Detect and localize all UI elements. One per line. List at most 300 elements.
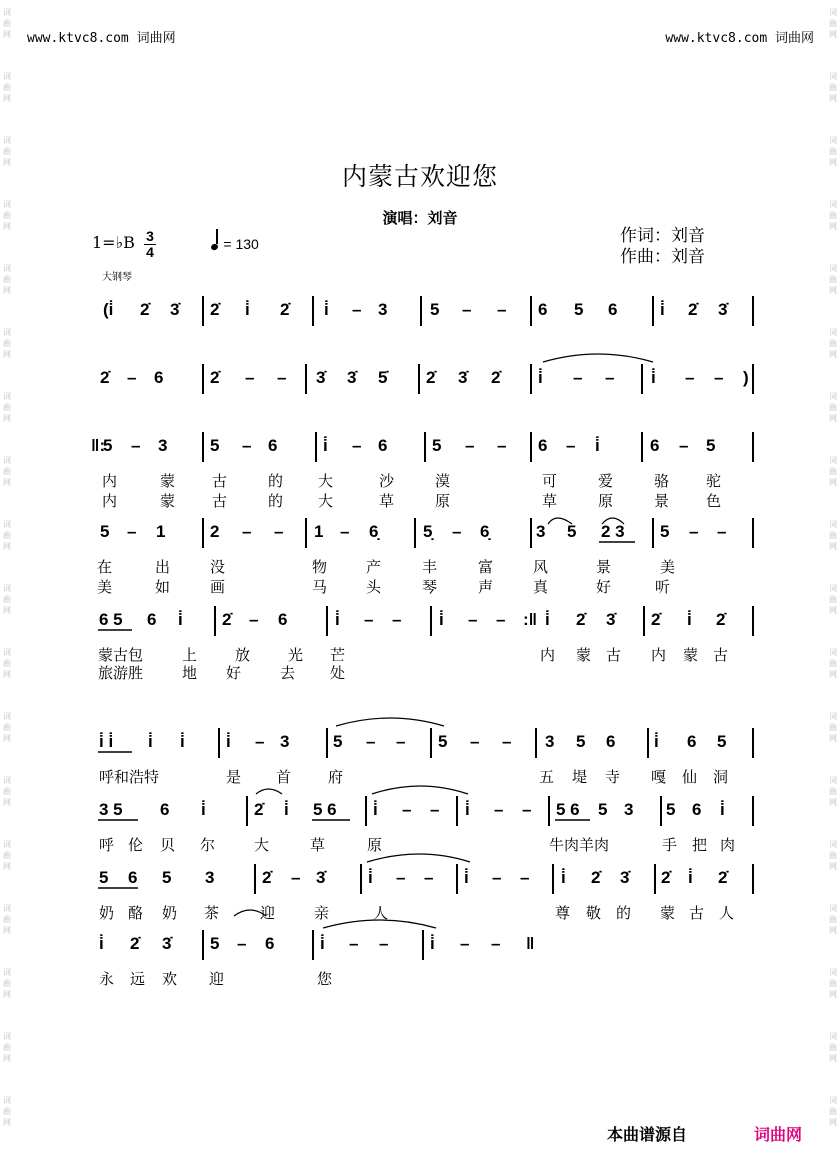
note: 2̇ [718, 868, 728, 887]
note: – [127, 522, 137, 541]
lyric: 古 [713, 647, 729, 664]
barline [420, 296, 422, 326]
note: – [714, 368, 724, 387]
watermark-char: 网 [3, 30, 11, 39]
note: 5 [574, 300, 584, 319]
note: 6 [606, 732, 616, 751]
note: 2 [210, 522, 220, 541]
note: 2̇ [661, 868, 671, 887]
lyric: 景 [596, 559, 612, 576]
note: 5̣ [423, 522, 433, 541]
note: i̇ [324, 300, 329, 319]
note: i̇ [651, 368, 656, 387]
lyric: 地 [182, 665, 198, 682]
lyric: 五 [539, 769, 555, 786]
barline [305, 364, 307, 394]
lyric: 声 [478, 579, 494, 596]
note: – [131, 436, 141, 455]
watermark-char: 词 [3, 584, 11, 593]
barline [752, 864, 754, 894]
site-link-right[interactable]: www.ktvc8.com 词曲网 [665, 31, 814, 46]
lyric: 旅游胜 [98, 665, 144, 682]
watermark-char: 网 [829, 1054, 837, 1063]
note: 6̣ [480, 522, 490, 541]
lyric: 欢 [162, 971, 178, 988]
time-denominator: 4 [146, 244, 154, 260]
watermark-char: 词 [3, 264, 11, 273]
note: 6 [692, 800, 702, 819]
note: – [522, 800, 532, 819]
note: 3̇ [606, 610, 616, 629]
note: – [452, 522, 462, 541]
barline [548, 796, 550, 826]
lyric: 大 [318, 473, 334, 490]
barline [202, 296, 204, 326]
lyric: 洞 [713, 769, 729, 786]
barline [552, 864, 554, 894]
note: 3 [158, 436, 168, 455]
watermark-char: 曲 [829, 1043, 837, 1052]
note: – [291, 868, 301, 887]
lyric: 出 [155, 559, 171, 576]
watermark-char: 网 [3, 862, 11, 871]
watermark-char: 网 [3, 1054, 11, 1063]
note: 6 [160, 800, 170, 819]
lyric: 奶 [162, 905, 178, 922]
note: i̇ [99, 934, 104, 953]
watermark-char: 词 [3, 712, 11, 721]
barline [456, 864, 458, 894]
lyric: 草 [379, 493, 395, 510]
note: i̇ [373, 800, 378, 819]
watermark-char: 网 [829, 478, 837, 487]
lyric: 肉 [720, 837, 736, 854]
watermark-char: 曲 [3, 467, 11, 476]
note: 6 [154, 368, 164, 387]
watermark-char: 网 [829, 94, 837, 103]
note: 2̇ [210, 300, 220, 319]
note: – [274, 522, 284, 541]
note: 3̇ [162, 934, 172, 953]
watermark-char: 词 [829, 8, 837, 17]
watermark-char: 词 [3, 904, 11, 913]
lyric: 美 [660, 559, 676, 576]
tie [256, 789, 282, 794]
note: i̇ [654, 732, 659, 751]
barline [202, 518, 204, 548]
barline [312, 296, 314, 326]
note: 5 [438, 732, 448, 751]
lyric: 酪 [128, 905, 144, 922]
note: 3 5 [99, 800, 123, 819]
note: i̇ [284, 800, 289, 819]
watermark-char: 网 [829, 350, 837, 359]
watermark-char: 词 [829, 584, 837, 593]
note: 5 [162, 868, 172, 887]
watermark-char: 词 [829, 200, 837, 209]
watermark-char: 网 [3, 670, 11, 679]
lyric: 去 [280, 665, 296, 682]
lyric: 原 [435, 493, 451, 510]
note: (i̇ [103, 300, 114, 319]
note: – [340, 522, 350, 541]
watermark-char: 词 [829, 968, 837, 977]
watermark-char: 网 [829, 286, 837, 295]
watermark-char: 网 [829, 926, 837, 935]
lyric: 沙 [379, 473, 395, 490]
note: – [494, 800, 504, 819]
site-link-left[interactable]: www.ktvc8.com 词曲网 [27, 31, 176, 46]
barline [305, 518, 307, 548]
watermark-char: 词 [829, 136, 837, 145]
tempo-value: = 130 [223, 236, 259, 252]
lyric: 人 [719, 905, 735, 922]
note: ‖ [526, 934, 535, 953]
note: 5 [99, 868, 109, 887]
note: 2̇ [130, 934, 140, 953]
lyric: 蒙 [660, 905, 676, 922]
lyric: 古 [689, 905, 705, 922]
lyric: 内 [102, 493, 118, 510]
watermark-char: 网 [829, 158, 837, 167]
watermark-char: 曲 [3, 723, 11, 732]
note: 5̇ [378, 368, 388, 387]
note: – [364, 610, 374, 629]
note: 5 [210, 436, 220, 455]
note: – [573, 368, 583, 387]
lyric: 的 [616, 905, 632, 922]
watermark-char: 网 [3, 350, 11, 359]
watermark-char: 词 [3, 200, 11, 209]
note: – [396, 868, 406, 887]
lyric: 迎 [209, 971, 225, 988]
watermark-char: 网 [3, 926, 11, 935]
note: – [379, 934, 389, 953]
note: – [566, 436, 576, 455]
barline [535, 728, 537, 758]
note: i̇ [335, 610, 340, 629]
lyric: 画 [210, 579, 226, 596]
lyric: 手 [662, 837, 678, 854]
note: 5 [210, 934, 220, 953]
note: 3̇ [458, 368, 468, 387]
watermark-char: 网 [3, 158, 11, 167]
lyric: 尔 [200, 837, 216, 854]
watermark-char: 曲 [829, 915, 837, 924]
singer-credit: 演唱：刘音 [382, 210, 458, 227]
lyric: 是 [226, 769, 242, 786]
watermark-char: 词 [829, 72, 837, 81]
lyric: 敬 [586, 905, 602, 922]
lyric: 古 [212, 473, 228, 490]
barline [202, 432, 204, 462]
watermark-char: 词 [829, 264, 837, 273]
watermark-char: 曲 [3, 915, 11, 924]
note: – [424, 868, 434, 887]
tie [336, 718, 444, 726]
watermark-char: 曲 [3, 851, 11, 860]
note: 2̇ [688, 300, 698, 319]
note: i̇ i̇ [99, 732, 114, 751]
note: 6̣ [369, 522, 379, 541]
note: 2̇ [591, 868, 601, 887]
barline [752, 432, 754, 462]
note: – [352, 300, 362, 319]
note: – [520, 868, 530, 887]
note: 2̇ [262, 868, 272, 887]
note: – [249, 610, 259, 629]
watermark-char: 曲 [3, 275, 11, 284]
note: 5 6 [313, 800, 337, 819]
note: i̇ [720, 800, 725, 819]
note: 3 [378, 300, 388, 319]
note: – [242, 522, 252, 541]
lyric: 嘎 [651, 769, 667, 786]
note: 3 [205, 868, 215, 887]
lyric: 可 [542, 473, 558, 490]
lyric: 风 [533, 559, 549, 576]
note: 6 [268, 436, 278, 455]
note: i̇ [660, 300, 665, 319]
song-title: 内蒙古欢迎您 [341, 162, 498, 191]
watermark-char: 曲 [829, 851, 837, 860]
watermark-char: 曲 [829, 147, 837, 156]
note: 5 [598, 800, 608, 819]
note: – [392, 610, 402, 629]
watermark-char: 曲 [829, 83, 837, 92]
watermark-char: 词 [3, 840, 11, 849]
lyric: 没 [210, 559, 226, 576]
watermark-char: 词 [3, 456, 11, 465]
note: – [685, 368, 695, 387]
barline [312, 930, 314, 960]
lyric: 府 [328, 769, 344, 786]
note: i̇ [245, 300, 250, 319]
note: i̇ [320, 934, 325, 953]
lyric: 茶 [204, 905, 220, 922]
barline [530, 364, 532, 394]
barline [254, 864, 256, 894]
tie [372, 786, 468, 794]
note: i̇ [148, 732, 153, 751]
note: i̇ [464, 868, 469, 887]
barline [424, 432, 426, 462]
note: 6 [378, 436, 388, 455]
note: – [402, 800, 412, 819]
lyric: 色 [706, 493, 722, 510]
lyric: 物 [312, 559, 328, 576]
lyric: 琴 [422, 579, 438, 596]
lyric: 仙 [682, 769, 698, 786]
watermark-char: 词 [829, 1032, 837, 1041]
lyric: 古 [212, 493, 228, 510]
lyric: 堤 [572, 769, 588, 786]
note: – [430, 800, 440, 819]
note: 6 [687, 732, 697, 751]
barline [326, 606, 328, 636]
note: 6 [650, 436, 660, 455]
lyric: 牛肉羊肉 [549, 837, 610, 854]
watermark-char: 曲 [3, 659, 11, 668]
note: 2̇ [280, 300, 290, 319]
watermark-char: 网 [3, 286, 11, 295]
watermark-char: 曲 [3, 595, 11, 604]
lyric: 头 [366, 579, 382, 596]
lyric: 把 [692, 837, 708, 854]
watermark-char: 网 [829, 1118, 837, 1127]
watermark-char: 词 [3, 776, 11, 785]
note: 6 5 [99, 610, 123, 629]
watermark-char: 曲 [829, 275, 837, 284]
composer-credit: 作曲：刘音 [620, 247, 705, 266]
watermark-char: 网 [829, 798, 837, 807]
note: 2̇ [140, 300, 150, 319]
instrument-label: 大钢琴 [102, 272, 132, 283]
lyric: 蒙 [576, 647, 592, 664]
barline [530, 432, 532, 462]
note: 3̇ [718, 300, 728, 319]
note: ‖: [91, 436, 106, 455]
watermark-char: 词 [829, 712, 837, 721]
lyric: 马 [312, 579, 328, 596]
lyric: 伦 [128, 837, 144, 854]
note: – [245, 368, 255, 387]
note: i̇ [226, 732, 231, 751]
note: 2̇ [491, 368, 501, 387]
lyric: 您 [317, 971, 333, 988]
watermark-char: 网 [829, 222, 837, 231]
note: 2̇ [716, 610, 726, 629]
barline [214, 606, 216, 636]
watermark-char: 网 [3, 798, 11, 807]
watermark-char: 曲 [829, 595, 837, 604]
barline [752, 296, 754, 326]
watermark-char: 词 [829, 456, 837, 465]
barline [530, 518, 532, 548]
note: 5 [706, 436, 716, 455]
note: i̇ [201, 800, 206, 819]
watermark-char: 词 [829, 328, 837, 337]
lyric: 草 [310, 837, 326, 854]
watermark-char: 词 [3, 520, 11, 529]
time-numerator: 3 [146, 228, 154, 244]
watermark-char: 词 [3, 648, 11, 657]
watermark-char: 词 [829, 904, 837, 913]
lyric: 蒙 [160, 473, 176, 490]
note: – [465, 436, 475, 455]
watermark-char: 曲 [829, 723, 837, 732]
note: 2 3 [601, 522, 625, 541]
watermark-char: 网 [3, 542, 11, 551]
watermark-char: 曲 [3, 531, 11, 540]
note: 6 [538, 300, 548, 319]
watermark-char: 词 [829, 520, 837, 529]
note: 1 [156, 522, 166, 541]
lyric: 内 [540, 647, 556, 664]
note: 2̇ [426, 368, 436, 387]
note: 6 [265, 934, 275, 953]
note: – [237, 934, 247, 953]
watermark-char: 词 [3, 1096, 11, 1105]
watermark-char: 网 [829, 30, 837, 39]
note: – [277, 368, 287, 387]
watermark-char: 词 [829, 840, 837, 849]
lyric: 古 [606, 647, 622, 664]
lyric: 听 [655, 579, 671, 596]
note: 2̇ [100, 368, 110, 387]
note: i̇ [465, 800, 470, 819]
watermark-char: 曲 [829, 403, 837, 412]
watermark-char: 词 [3, 968, 11, 977]
barline [414, 518, 416, 548]
note: 6 [278, 610, 288, 629]
watermark-char: 曲 [829, 211, 837, 220]
note: i̇ [545, 610, 550, 629]
note: i̇ [323, 436, 328, 455]
note: ) [743, 368, 749, 387]
watermark-char: 曲 [829, 979, 837, 988]
note: i̇ [439, 610, 444, 629]
lyric: 原 [598, 493, 614, 510]
barline [422, 930, 424, 960]
lyric: 草 [542, 493, 558, 510]
watermark-char: 词 [3, 8, 11, 17]
lyric: 蒙 [683, 647, 699, 664]
watermark-char: 词 [3, 392, 11, 401]
watermark-char: 曲 [829, 467, 837, 476]
watermark-char: 词 [3, 72, 11, 81]
barline [752, 518, 754, 548]
note: – [127, 368, 137, 387]
watermark-char: 网 [829, 862, 837, 871]
note: – [468, 610, 478, 629]
watermark-char: 网 [3, 1118, 11, 1127]
lyric: 蒙 [160, 493, 176, 510]
tie [543, 354, 653, 362]
lyric: 亲 [314, 905, 330, 922]
note: 5 [660, 522, 670, 541]
note: – [717, 522, 727, 541]
lyric: 上 [182, 647, 198, 664]
barline [530, 296, 532, 326]
lyric: 奶 [99, 905, 115, 922]
watermark-char: 曲 [829, 19, 837, 28]
note: :‖ [523, 610, 538, 629]
lyric: 景 [654, 493, 670, 510]
watermark-char: 网 [829, 670, 837, 679]
footer-site-link[interactable]: 词曲网 [754, 1127, 803, 1144]
note: i̇ [178, 610, 183, 629]
note: i̇ [180, 732, 185, 751]
lyric: 驼 [706, 473, 722, 490]
lyric: 丰 [422, 559, 438, 576]
note: 2̇ [222, 610, 232, 629]
note: 5 [717, 732, 727, 751]
watermark-char: 曲 [3, 339, 11, 348]
barline [752, 728, 754, 758]
note: 3 [545, 732, 555, 751]
note: 3̇ [316, 368, 326, 387]
watermark-char: 曲 [829, 1107, 837, 1116]
watermark-char: 网 [829, 414, 837, 423]
note: – [255, 732, 265, 751]
note: i̇ [368, 868, 373, 887]
lyric: 产 [366, 559, 382, 576]
lyric: 的 [268, 493, 284, 510]
lyric: 蒙古包 [98, 647, 144, 664]
watermark-char: 曲 [3, 1107, 11, 1116]
note: 5 [666, 800, 676, 819]
